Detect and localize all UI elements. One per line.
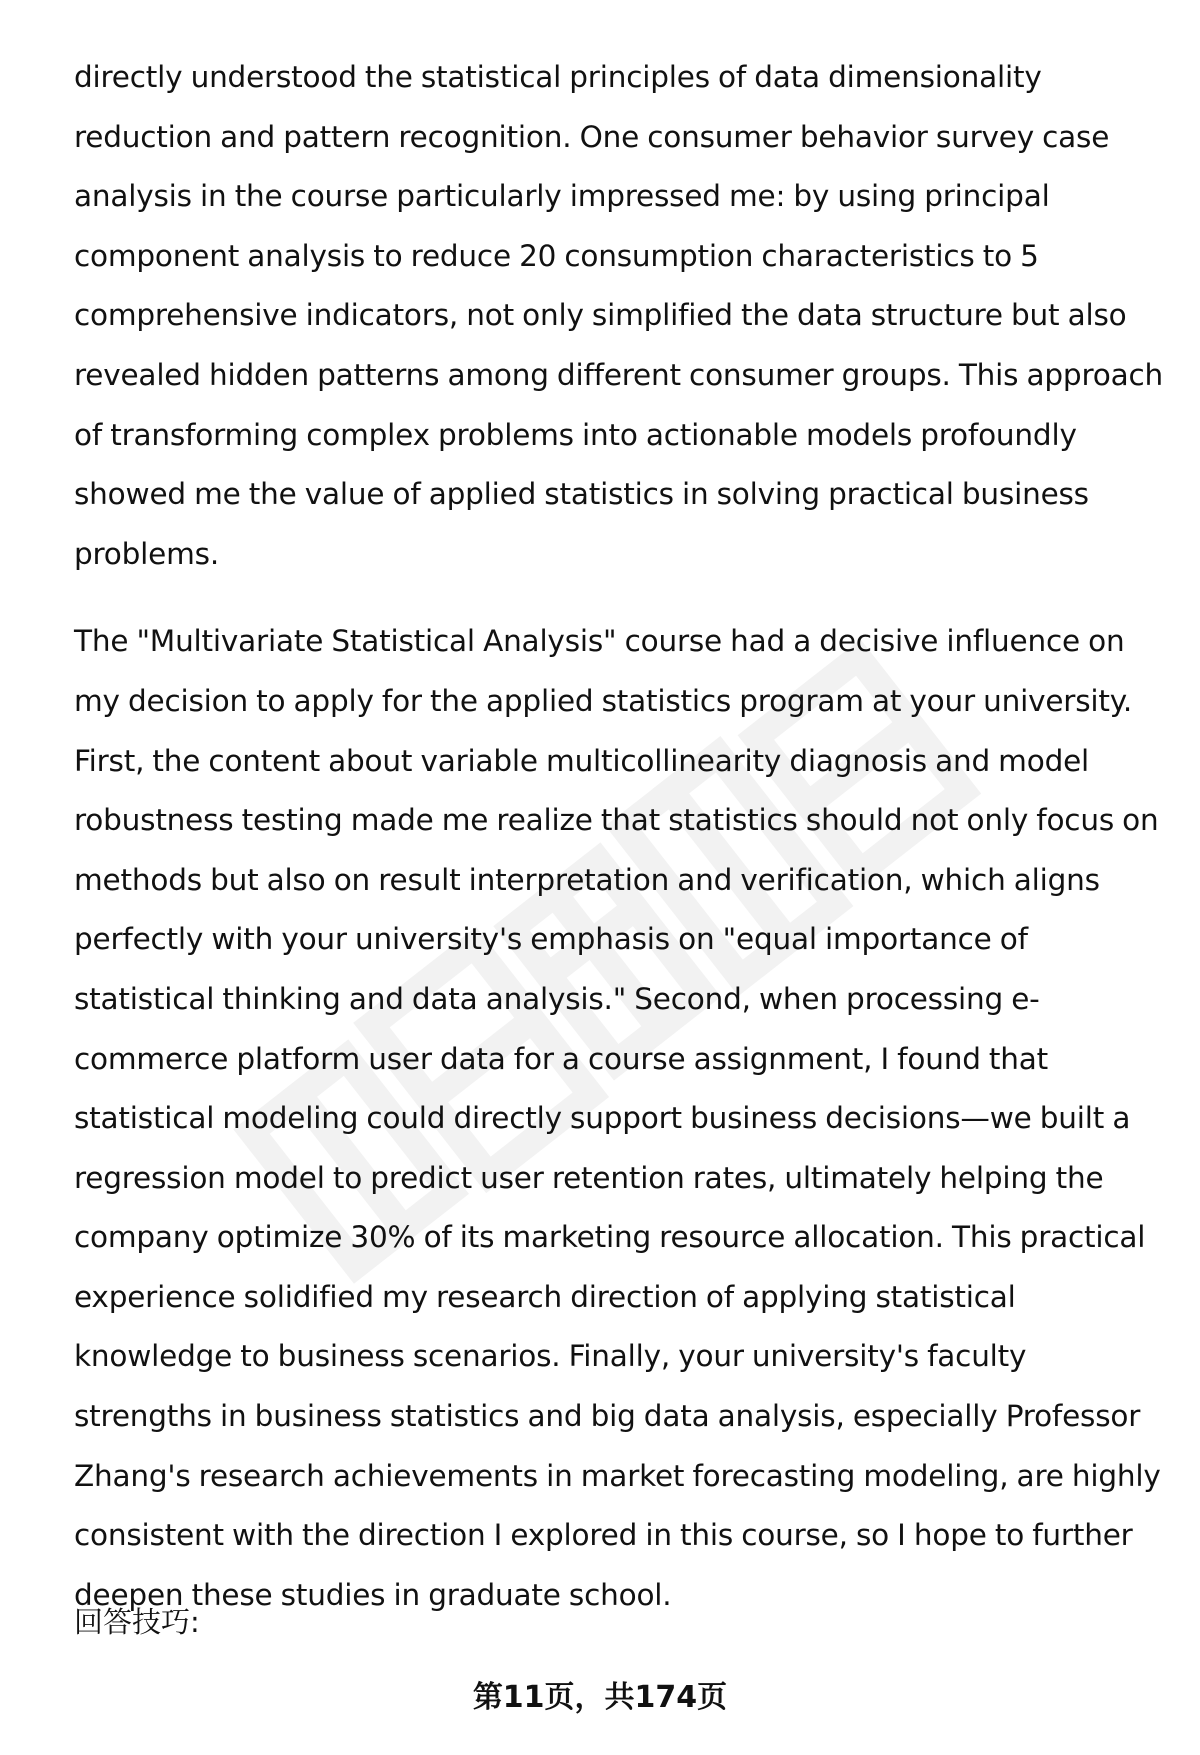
paragraph-pca-case: directly understood the statistical principles of data dimensionality reduction and pattern recognition. One consumer behavior survey case analysis in the course particularly impressed me: by using principal component analysis to reduce 20 consumption characteristics to 5 comprehensive indicators, not only simplified the data structure but also revealed hidden patterns among different consumer groups. This approach of transforming complex problems into actionable models profoundly showed me the value of applied statistics in solving practical business problems. (74, 60, 1163, 571)
answer-tips-label: 回答技巧: (74, 1605, 200, 1639)
page-indicator: 第11页，共174页 (472, 1680, 728, 1715)
paragraph-course-influence: The "Multivariate Statistical Analysis" course had a decisive influence on my decision to apply for the applied statistics program at your university. First, the content about variable multicollinearity diagnosis and model robustness testing made me realize that statistics should not only focus on methods but also on result interpretation and verification, which aligns perfectly with your university's emphasis on "equal importance of statistical thinking and data analysis." Second, when processing e-commerce platform user data for a course assignment, I found that statistical modeling could directly support business decisions—we built a regression model to predict user retention rates, ultimately helping the company optimize 30% of its marketing resource allocation. This practical experience solidified my research direction of applying statistical knowledge to business scenarios. Finally, your university's faculty strengths in business statistics and big data analysis, especially Professor Zhang's research achievements in market forecasting modeling, are highly consistent with the direction I explored in this course, so I hope to further deepen these studies in graduate school. (74, 624, 1161, 1612)
body-text (74, 48, 1164, 1625)
